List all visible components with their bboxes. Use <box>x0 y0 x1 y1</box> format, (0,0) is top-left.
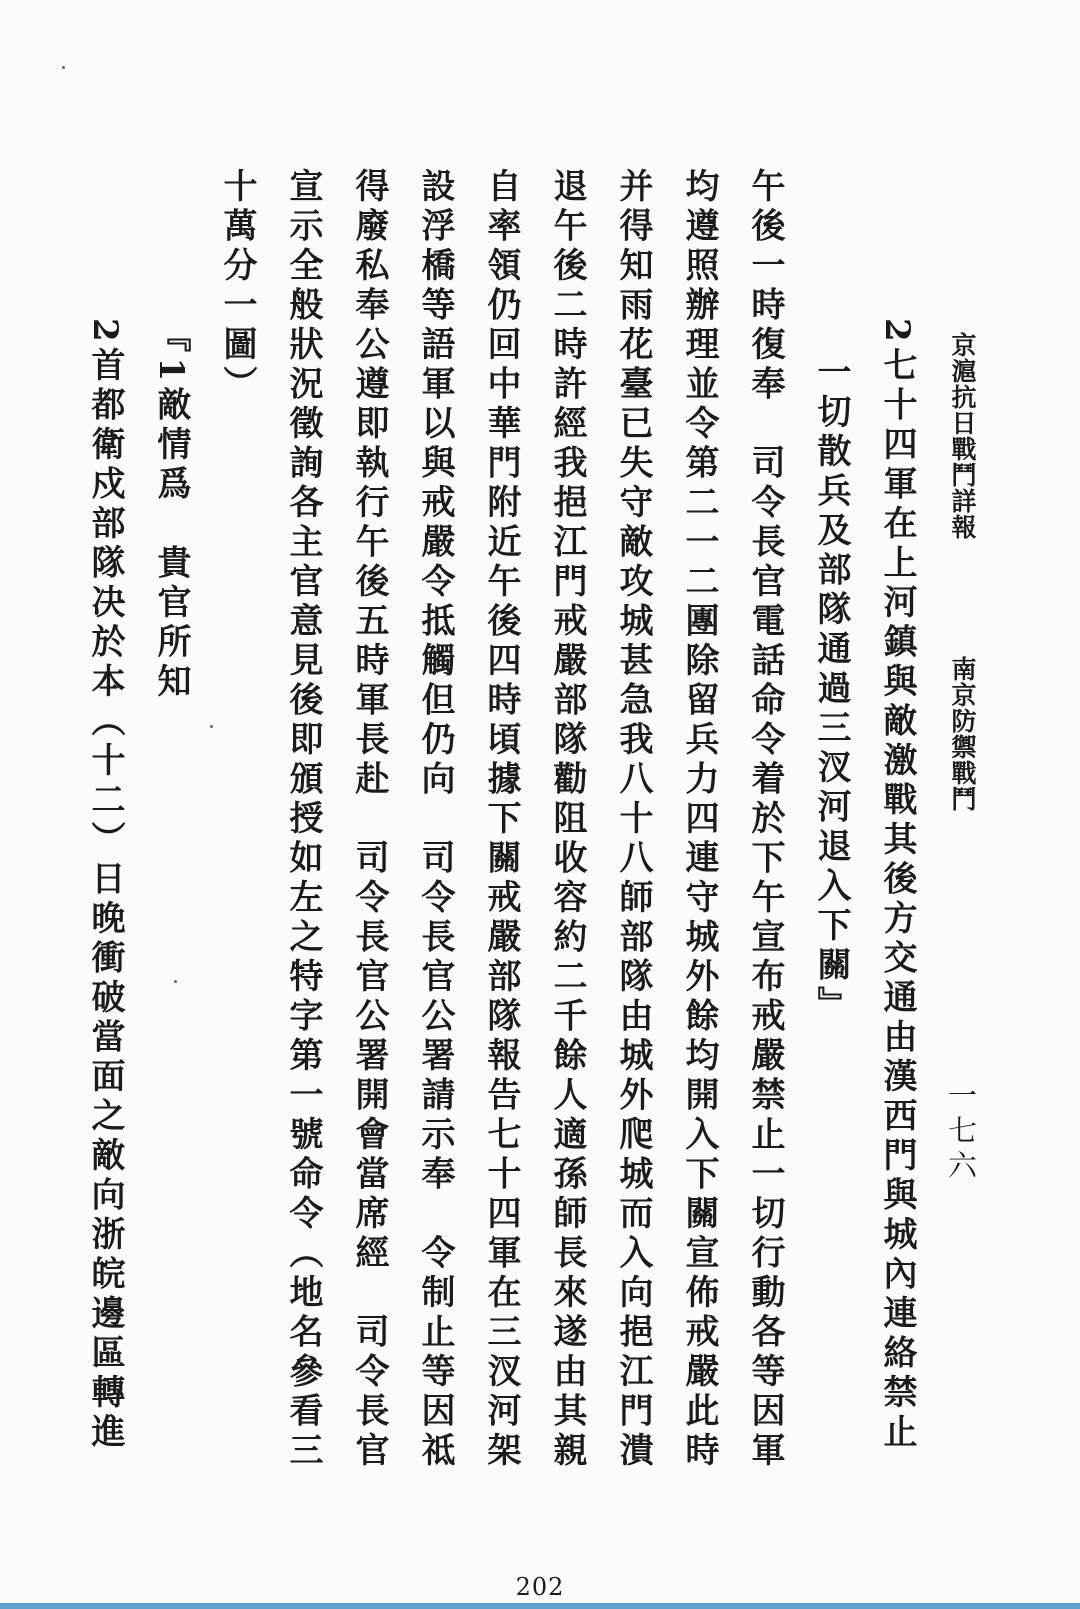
text-column: 設浮橋等語軍以與戒嚴令抵觸但仍向 司令長官公署請示奉 令制止等因祗 <box>415 168 455 1472</box>
text-column: 『1敵情爲 貴官所知 <box>151 318 191 703</box>
text-column: 均遵照辦理並令第二一二團除留兵力四連守城外餘均開入下關宣佈戒嚴此時 <box>679 168 719 1472</box>
page-number: 202 <box>515 1573 565 1601</box>
text-column: 2七十四軍在上河鎮與敵激戰其後方交通由漢西門與城內連絡禁止 <box>877 318 917 1454</box>
scan-speck <box>62 66 65 69</box>
text-column: 宣示全般狀況徵詢各主官意見後即頒授如左之特字第一號命令（地名參看三 <box>283 168 323 1472</box>
body-text <box>72 168 930 1472</box>
page-number-chinese: 一七六 <box>944 1080 978 1185</box>
viewer-bottom-border <box>0 1603 1080 1609</box>
text-column: 午後一時復奉 司令長官電話命令着於下午宣布戒嚴禁止一切行動各等因軍 <box>745 168 785 1472</box>
text-column: 退午後二時許經我挹江門戒嚴部隊勸阻收容約二千餘人適孫師長來遂由其親 <box>547 168 587 1472</box>
scan-speck <box>210 725 213 728</box>
text-column: 自率領仍回中華門附近午後四時頃據下關戒嚴部隊報告七十四軍在三汊河架 <box>481 168 521 1472</box>
text-column: 得廢私奉公遵即執行午後五時軍長赴 司令長官公署開會當席經 司令長官 <box>349 168 389 1472</box>
text-column: 并得知雨花臺已失守敵攻城甚急我八十八師部隊由城外爬城而入向挹江門潰 <box>613 168 653 1472</box>
scan-speck <box>174 980 177 983</box>
header-section: 南京防禦戰鬥 <box>948 656 977 812</box>
running-header <box>944 332 980 812</box>
header-title: 京滬抗日戰鬥詳報 <box>948 332 977 540</box>
text-column: 十萬分一圖） <box>217 168 257 405</box>
text-column: 2首都衛戍部隊决於本（十二）日晚衝破當面之敵向浙皖邊區轉進 <box>85 318 125 1454</box>
text-column: 一切散兵及部隊通過三汊河退入下關』 <box>811 354 851 1026</box>
